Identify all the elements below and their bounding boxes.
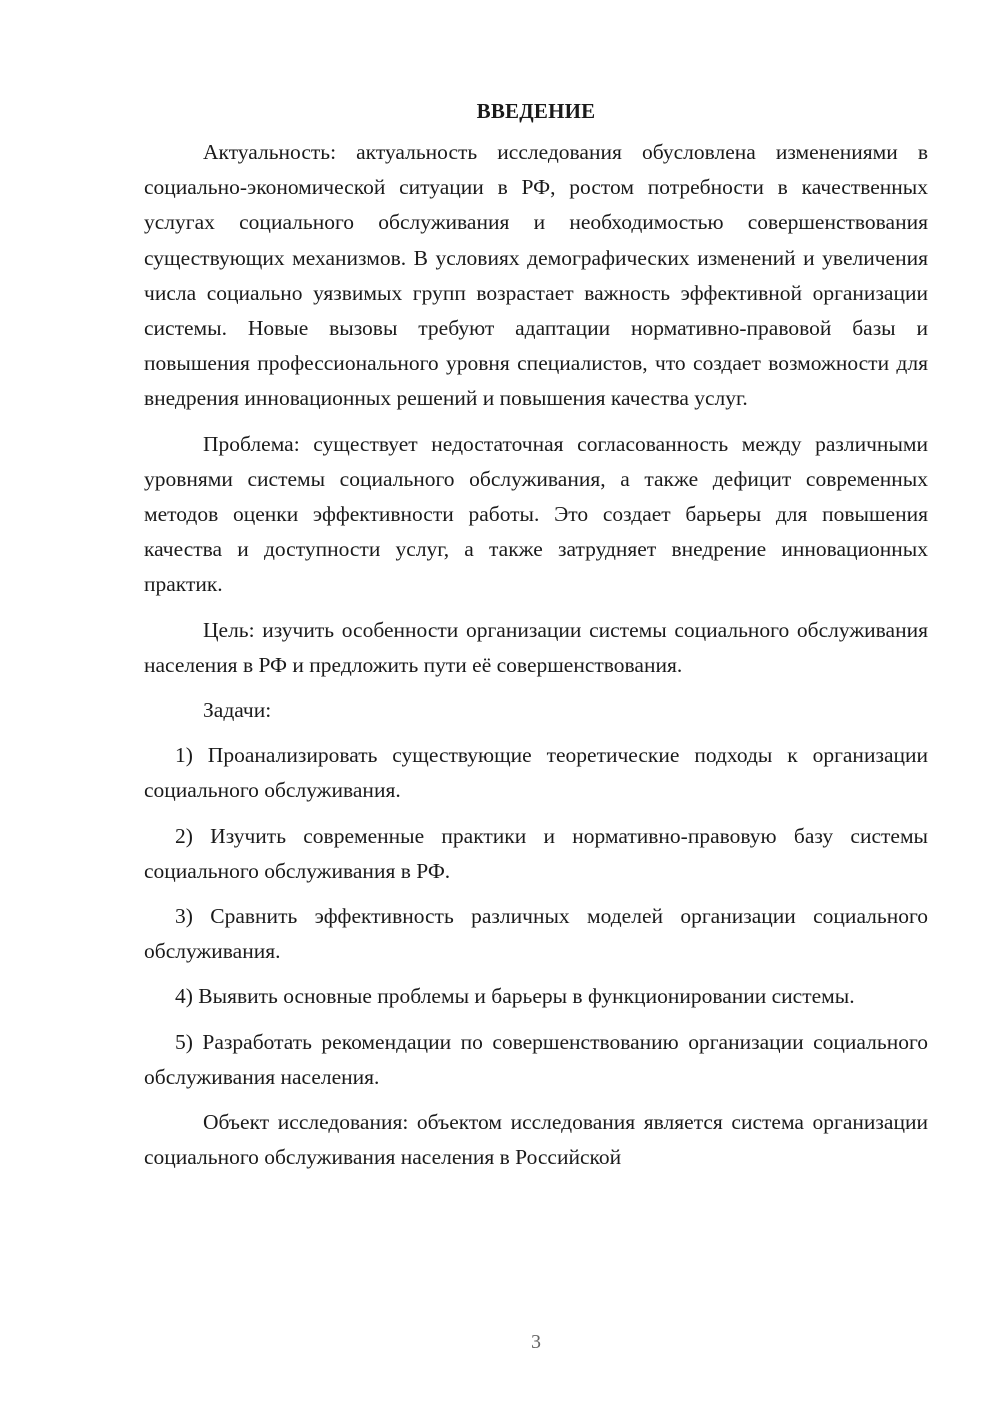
tasks-heading: Задачи: — [203, 698, 272, 723]
page-number: 3 — [531, 1331, 541, 1353]
relevance-paragraph: Актуальность: актуальность исследования обусловлена изменениями в социально-экономической ситуации в РФ, ростом потребности в качественных услугах социального обслуживания и необходимостью совершенствования существующих механизмов. В условиях демографических изменений и увеличения числа социально уязвимых групп возрастает важность эффективной организации системы. Новые вызовы требуют адаптации нормативно-правовой базы и повышения профессионального уровня специалистов, что создает возможности для внедрения инновационных решений и повышения качества услуг. — [144, 140, 928, 411]
page-content — [144, 94, 928, 1175]
goal-paragraph: Цель: изучить особенности организации системы социального обслуживания населения в РФ и предложить пути её совершенствования. — [144, 617, 928, 677]
task-item: 2) Изучить современные практики и нормативно-правовую базу системы социального обслуживания в РФ. — [144, 823, 928, 883]
task-item: 4) Выявить основные проблемы и барьеры в функционировании системы. — [175, 984, 855, 1009]
task-item: 3) Сравнить эффективность различных моделей организации социального обслуживания. — [144, 904, 928, 964]
page-title: ВВЕДЕНИЕ — [476, 99, 596, 123]
problem-paragraph: Проблема: существует недостаточная согласованность между различными уровнями системы социального обслуживания, а также дефицит современных методов оценки эффективности работы. Это создает барьеры для повышения качества и доступности услуг, а также затрудняет внедрение инновационных практик. — [144, 431, 928, 597]
object-paragraph: Объект исследования: объектом исследования является система организации социального обслуживания населения в Российской — [144, 1110, 928, 1170]
task-item: 1) Проанализировать существующие теоретические подходы к организации социального обслуживания. — [144, 743, 928, 803]
task-item: 5) Разработать рекомендации по совершенствованию организации социального обслуживания населения. — [144, 1029, 928, 1089]
